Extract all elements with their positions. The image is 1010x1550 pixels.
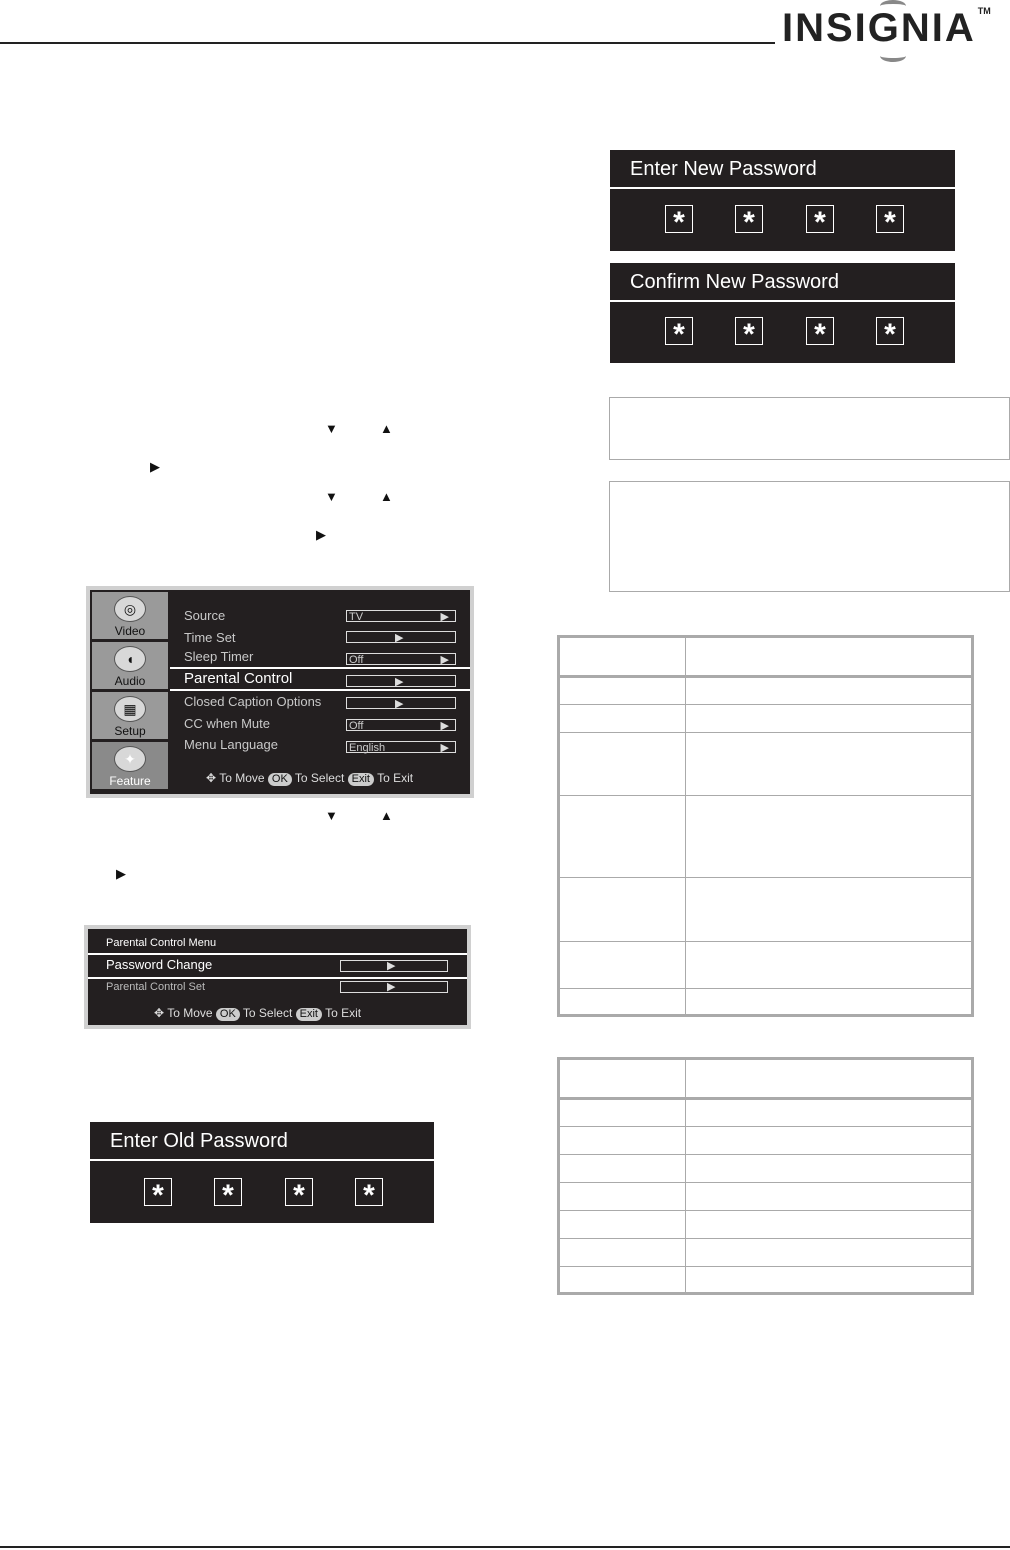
note-box	[609, 397, 1010, 460]
menu-item-parental-control[interactable]: Parental Control	[184, 670, 293, 687]
table-header-divider	[560, 675, 971, 678]
table-row	[560, 941, 971, 942]
logo-arc-bottom	[880, 50, 906, 62]
table-row	[560, 732, 971, 733]
down-arrow-icon: ▼	[325, 421, 338, 436]
menu-item-time-set[interactable]: Time Set	[184, 630, 236, 645]
selection-line	[170, 667, 470, 669]
right-arrow-icon: ▶	[440, 611, 449, 623]
panel-title: Enter Old Password	[110, 1130, 288, 1152]
table-row	[560, 704, 971, 705]
ratings-table	[557, 1057, 974, 1295]
source-value[interactable]: TV ▶	[346, 610, 456, 622]
menu-language-value[interactable]: English ▶	[346, 741, 456, 753]
table-row	[560, 877, 971, 878]
feature-menu	[86, 586, 474, 798]
table-row	[560, 1154, 971, 1155]
menu-item-menu-language[interactable]: Menu Language	[184, 737, 278, 752]
right-arrow-icon: ▶	[150, 459, 160, 474]
move-arrows-icon: ✥	[154, 1006, 165, 1020]
right-arrow-icon: ▶	[387, 960, 396, 972]
divider	[610, 300, 955, 302]
menu-item-password-change[interactable]: Password Change	[106, 957, 213, 972]
table-row	[560, 1210, 971, 1211]
footer-rule	[0, 1546, 1010, 1548]
header-rule	[0, 42, 775, 44]
selection-line	[170, 689, 470, 691]
right-arrow-icon: ▶	[395, 632, 404, 644]
password-digit[interactable]: *	[876, 317, 904, 345]
password-digit[interactable]: *	[876, 205, 904, 233]
old-password-panel	[90, 1122, 434, 1223]
selection-line	[88, 953, 467, 955]
password-digit[interactable]: *	[735, 205, 763, 233]
menu-item-parental-control-set[interactable]: Parental Control Set	[106, 981, 206, 993]
ratings-table	[557, 635, 974, 1017]
table-row	[560, 1266, 971, 1267]
closed-caption-value[interactable]	[346, 697, 456, 709]
tab-video[interactable]: ◎ Video	[92, 592, 168, 639]
password-digit[interactable]: *	[735, 317, 763, 345]
table-row	[560, 1238, 971, 1239]
cc-when-mute-value[interactable]: Off ▶	[346, 719, 456, 731]
password-digit[interactable]: *	[144, 1178, 172, 1206]
move-arrows-icon: ✥	[206, 771, 217, 785]
table-row	[560, 1126, 971, 1127]
password-digit[interactable]: *	[806, 317, 834, 345]
password-digit[interactable]: *	[665, 317, 693, 345]
menu-item-cc-when-mute[interactable]: CC when Mute	[184, 716, 270, 731]
sleep-timer-value[interactable]: Off ▶	[346, 653, 456, 665]
menu-item-source[interactable]: Source	[184, 608, 226, 623]
setup-icon: ▦	[114, 696, 146, 722]
new-password-panel	[610, 150, 955, 251]
tab-audio[interactable]: ◖ Audio	[92, 642, 168, 689]
right-arrow-icon: ▶	[440, 654, 449, 666]
selection-line	[88, 977, 467, 979]
menu-hint: ✥ To Move OK To Select Exit To Exit	[206, 771, 414, 785]
divider	[610, 187, 955, 189]
panel-title: Enter New Password	[630, 158, 817, 180]
password-change-value[interactable]	[340, 960, 448, 972]
tab-setup[interactable]: ▦ Setup	[92, 692, 168, 739]
parental-control-menu	[84, 925, 471, 1029]
table-row	[560, 988, 971, 989]
menu-hint: ✥ To Move OK To Select Exit To Exit	[154, 1006, 362, 1020]
confirm-password-panel	[610, 263, 955, 363]
up-arrow-icon: ▲	[380, 808, 393, 823]
brand-logo: INSIGNIA ™	[782, 6, 991, 50]
right-arrow-icon: ▶	[440, 742, 449, 754]
video-icon: ◎	[114, 596, 146, 622]
feature-icon: ✦	[114, 746, 146, 772]
menu-item-sleep-timer[interactable]: Sleep Timer	[184, 649, 254, 664]
right-arrow-icon: ▶	[395, 676, 404, 688]
table-row	[560, 1182, 971, 1183]
caution-box	[609, 481, 1010, 592]
divider	[90, 1159, 434, 1161]
right-arrow-icon: ▶	[116, 866, 126, 881]
down-arrow-icon: ▼	[325, 489, 338, 504]
column-divider	[685, 638, 686, 1014]
menu-title: Parental Control Menu	[106, 937, 217, 949]
up-arrow-icon: ▲	[380, 421, 393, 436]
down-arrow-icon: ▼	[325, 808, 338, 823]
tab-feature[interactable]: ✦ Feature	[92, 742, 168, 789]
right-arrow-icon: ▶	[395, 698, 404, 710]
up-arrow-icon: ▲	[380, 489, 393, 504]
right-arrow-icon: ▶	[316, 527, 326, 542]
table-header-divider	[560, 1097, 971, 1100]
exit-key-icon: Exit	[348, 773, 374, 786]
password-digit[interactable]: *	[214, 1178, 242, 1206]
table-row	[560, 795, 971, 796]
menu-item-closed-caption-options[interactable]: Closed Caption Options	[184, 694, 322, 709]
exit-key-icon: Exit	[296, 1008, 322, 1021]
parental-control-value[interactable]	[346, 675, 456, 687]
column-divider	[685, 1060, 686, 1292]
ok-key-icon: OK	[216, 1008, 240, 1021]
password-digit[interactable]: *	[285, 1178, 313, 1206]
panel-title: Confirm New Password	[630, 271, 839, 293]
right-arrow-icon: ▶	[387, 981, 396, 993]
password-digit[interactable]: *	[355, 1178, 383, 1206]
time-set-value[interactable]	[346, 631, 456, 643]
password-digit[interactable]: *	[665, 205, 693, 233]
password-digit[interactable]: *	[806, 205, 834, 233]
ok-key-icon: OK	[268, 773, 292, 786]
right-arrow-icon: ▶	[440, 720, 449, 732]
menu-sidebar	[90, 590, 170, 794]
parental-control-set-value[interactable]	[340, 981, 448, 993]
speaker-icon: ◖	[114, 646, 146, 672]
